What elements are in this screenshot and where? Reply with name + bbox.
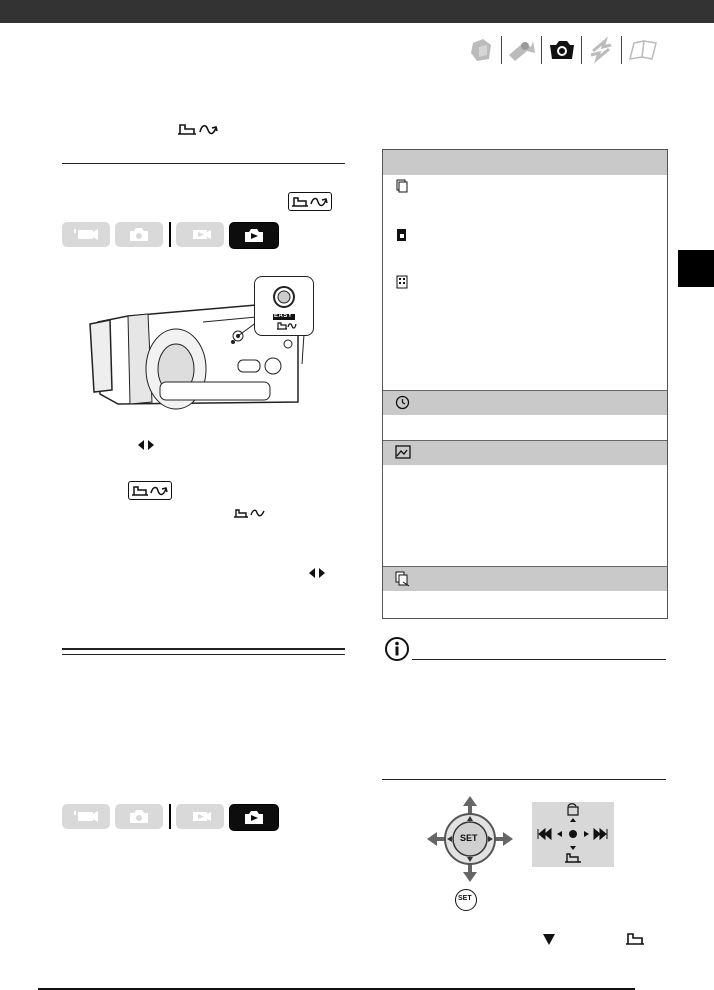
tab-divider (581, 36, 582, 64)
print-share-icon (232, 506, 268, 525)
tab-divider (621, 36, 622, 64)
left-right-arrows-icon (138, 437, 154, 455)
external-connections-tab-icon[interactable] (583, 35, 620, 65)
table-header (383, 567, 667, 591)
print-share-button-icon (288, 192, 332, 211)
print-share-icon (176, 120, 222, 143)
playback-controls-diagram (532, 802, 614, 867)
tab-divider (501, 36, 502, 64)
section-rule (62, 163, 345, 164)
set-label: SET (460, 833, 478, 843)
photo-record-mode-icon (115, 222, 163, 247)
video-record-mode-icon (62, 222, 110, 247)
header-bar (0, 0, 714, 23)
mode-divider (169, 222, 171, 247)
video-tab-icon[interactable] (503, 35, 540, 65)
joystick-diagram (425, 794, 515, 884)
image-effect-icon (395, 445, 412, 465)
photo-playback-mode-icon (229, 222, 279, 249)
left-right-arrows-icon (309, 565, 325, 583)
easy-label: EASY (274, 313, 293, 319)
down-arrow-icon (543, 932, 555, 950)
additional-info-tab-icon[interactable] (624, 35, 661, 65)
info-icon (384, 636, 410, 667)
photo-record-mode-icon (115, 804, 163, 829)
tab-divider (541, 36, 542, 64)
photo-playback-mode-icon (229, 804, 279, 831)
section-rule (382, 779, 666, 780)
set-button-icon (455, 889, 477, 911)
section-rule (62, 654, 345, 655)
section-rule-thick (62, 648, 345, 650)
settings-table (382, 149, 668, 619)
button-closeup-inset (254, 276, 314, 336)
set-button-label: SET (458, 895, 472, 902)
copies-icon (395, 571, 411, 592)
clock-icon (395, 395, 410, 415)
multi-sheet-icon (396, 275, 408, 294)
video-playback-mode-icon (176, 804, 224, 829)
print-share-button-icon (128, 481, 172, 500)
single-sheet-icon (396, 179, 408, 198)
stack-sheet-icon (396, 228, 408, 247)
table-header (383, 391, 667, 415)
video-record-mode-icon (62, 804, 110, 829)
photos-tab-icon[interactable] (543, 35, 580, 65)
table-header (383, 150, 667, 175)
table-header (383, 441, 667, 465)
chapter-index-tab (678, 250, 714, 287)
mode-divider (169, 804, 171, 829)
note-rule (412, 659, 666, 660)
print-icon (625, 930, 645, 951)
introduction-tab-icon[interactable] (463, 35, 500, 65)
video-playback-mode-icon (176, 222, 224, 247)
